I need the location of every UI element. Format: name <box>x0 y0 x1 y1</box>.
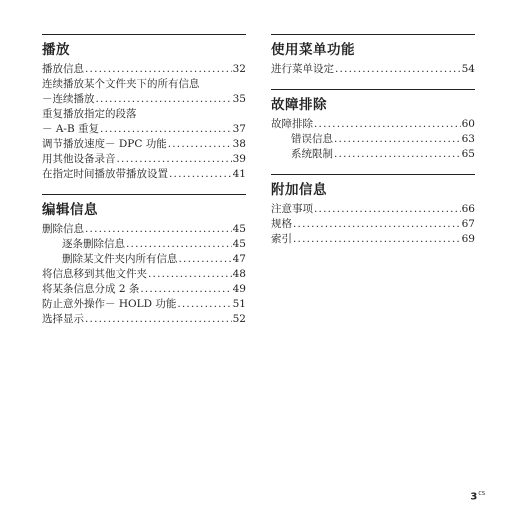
dot-leader <box>335 62 461 77</box>
toc-entry-label-line1: 连续播放某个文件夹下的所有信息 <box>42 78 200 90</box>
toc-entry-page: 52 <box>232 313 246 325</box>
toc-entry-page: 38 <box>232 138 246 150</box>
dot-leader <box>85 312 232 327</box>
toc-entry-label: 进行菜单设定 <box>271 63 334 75</box>
toc-entry-page: 54 <box>461 63 475 75</box>
toc-entry <box>42 152 246 167</box>
toc-entry <box>42 282 246 297</box>
toc-subentry <box>271 132 475 147</box>
toc-entry-label: 在指定时间播放带播放设置 <box>42 168 168 180</box>
dot-leader <box>85 62 232 77</box>
section-title-additional-info: 附加信息 <box>271 174 475 198</box>
dot-leader <box>334 147 461 162</box>
toc-entry-page: 37 <box>232 123 246 135</box>
toc-entry <box>42 222 246 237</box>
toc-entry-label: －连续播放 <box>42 93 95 105</box>
page-number-value: 3 <box>470 491 478 503</box>
toc-entry <box>42 107 246 137</box>
section-additional-info <box>271 174 475 247</box>
dot-leader <box>126 237 232 252</box>
toc-entry-page: 63 <box>461 133 475 145</box>
toc-entry-label: 故障排除 <box>271 118 313 130</box>
toc-entry-page: 41 <box>232 168 246 180</box>
toc-entry-label: 用其他设备录音 <box>42 153 116 165</box>
section-title-editing: 编辑信息 <box>42 194 246 218</box>
dot-leader <box>169 167 232 182</box>
toc-entry-page: 35 <box>232 93 246 105</box>
toc-entry-line2 <box>42 92 246 107</box>
toc-entry-label: 调节播放速度－ DPC 功能 <box>42 138 167 150</box>
section-playback <box>42 34 246 182</box>
dot-leader <box>314 117 461 132</box>
toc-list-troubleshooting <box>271 117 475 162</box>
toc-entry <box>42 297 246 312</box>
toc-entry-page: 51 <box>232 298 246 310</box>
toc-list-playback <box>42 62 246 182</box>
section-title-troubleshooting: 故障排除 <box>271 89 475 113</box>
toc-entry-page: 69 <box>461 233 475 245</box>
toc-entry-label: 将信息移到其他文件夹 <box>42 268 147 280</box>
section-troubleshooting <box>271 89 475 162</box>
toc-entry <box>42 312 246 327</box>
toc-entry-label: 逐条删除信息 <box>62 238 125 250</box>
toc-subentry <box>42 237 246 252</box>
section-menu <box>271 34 475 77</box>
toc-entry-label-line1: 重复播放指定的段落 <box>42 108 137 120</box>
toc-subentry <box>271 147 475 162</box>
toc-entry <box>271 62 475 77</box>
toc-subentry <box>42 252 246 267</box>
left-column <box>42 34 246 339</box>
toc-entry <box>271 217 475 232</box>
toc-list-editing <box>42 222 246 327</box>
dot-leader <box>177 297 231 312</box>
toc-entry <box>42 62 246 77</box>
dot-leader <box>168 137 232 152</box>
toc-entry-label: 删除信息 <box>42 223 84 235</box>
toc-entry-page: 66 <box>461 203 475 215</box>
dot-leader <box>117 152 232 167</box>
toc-entry-label: 系统限制 <box>291 148 333 160</box>
toc-list-additional-info <box>271 202 475 247</box>
toc-entry-label: － A-B 重复 <box>42 123 100 135</box>
toc-entry <box>42 267 246 282</box>
section-title-playback: 播放 <box>42 34 246 58</box>
toc-entry-label: 选择显示 <box>42 313 84 325</box>
toc-entry-label: 将某条信息分成 2 条 <box>42 283 140 295</box>
toc-entry-page: 67 <box>461 218 475 230</box>
dot-leader <box>96 92 232 107</box>
toc-entry-page: 47 <box>232 253 246 265</box>
section-editing <box>42 194 246 327</box>
dot-leader <box>140 282 231 297</box>
toc-entry-page: 49 <box>232 283 246 295</box>
toc-entry-page: 45 <box>232 238 246 250</box>
toc-entry-label: 规格 <box>271 218 292 230</box>
dot-leader <box>293 232 461 247</box>
toc-entry <box>271 117 475 132</box>
dot-leader <box>100 122 232 137</box>
page-number <box>470 491 485 502</box>
toc-entry-label: 播放信息 <box>42 63 84 75</box>
toc-entry-line2 <box>42 122 246 137</box>
toc-entry <box>42 77 246 107</box>
dot-leader <box>179 252 232 267</box>
toc-entry-page: 60 <box>461 118 475 130</box>
toc-entry-label: 注意事项 <box>271 203 313 215</box>
toc-entry-page: 32 <box>232 63 246 75</box>
toc-entry <box>42 137 246 152</box>
toc-entry-page: 65 <box>461 148 475 160</box>
toc-list-menu <box>271 62 475 77</box>
toc-entry-label: 删除某文件夹内所有信息 <box>62 253 178 265</box>
dot-leader <box>314 202 461 217</box>
dot-leader <box>85 222 232 237</box>
toc-entry-label: 索引 <box>271 233 292 245</box>
right-column <box>271 34 475 259</box>
dot-leader <box>293 217 461 232</box>
toc-entry-page: 48 <box>232 268 246 280</box>
section-title-menu: 使用菜单功能 <box>271 34 475 58</box>
toc-entry <box>271 232 475 247</box>
dot-leader <box>334 132 461 147</box>
dot-leader <box>148 267 232 282</box>
toc-entry-page: 39 <box>232 153 246 165</box>
toc-entry-label: 防止意外操作－ HOLD 功能 <box>42 298 177 310</box>
language-code: CS <box>478 491 485 497</box>
toc-entry <box>42 167 246 182</box>
toc-entry-label: 错误信息 <box>291 133 333 145</box>
toc-entry-page: 45 <box>232 223 246 235</box>
toc-entry <box>271 202 475 217</box>
